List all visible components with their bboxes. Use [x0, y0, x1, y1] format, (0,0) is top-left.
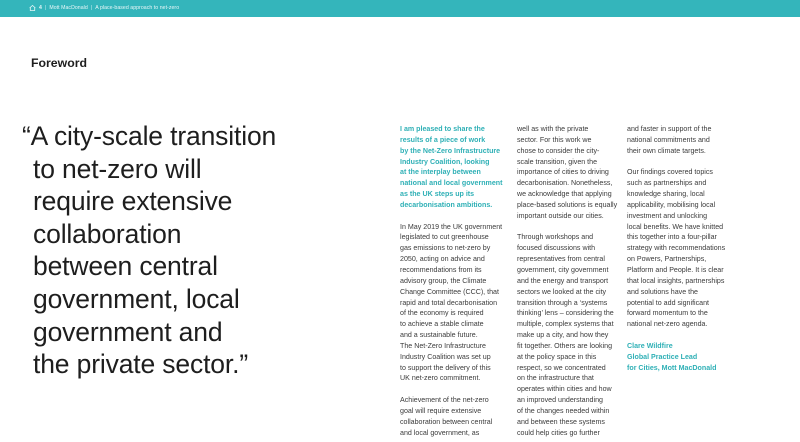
text-line: I am pleased to share the	[400, 125, 485, 133]
text-line: their own climate targets.	[627, 146, 706, 155]
text-line: make up a city, and how they	[517, 331, 609, 340]
brand-name: Mott MacDonald	[49, 5, 88, 11]
text-line: and between these systems	[517, 417, 605, 426]
body-paragraph	[627, 167, 747, 330]
text-line: Achievement of the net-zero	[400, 396, 489, 405]
text-line: of the economy is required	[400, 309, 484, 318]
text-line: as the UK steps up its	[400, 190, 475, 199]
intro-paragraph	[400, 124, 512, 211]
header-bar	[0, 0, 800, 17]
text-line: that local insights, partnerships	[627, 276, 725, 285]
text-line: importance of cities to driving	[517, 168, 609, 177]
text-line: In May 2019 the UK government	[400, 222, 503, 231]
text-line: an improved understanding	[517, 396, 603, 405]
text-line: to support the delivery of this	[400, 363, 491, 372]
text-line: legislated to cut greenhouse	[400, 233, 489, 242]
pull-quote-line: to net-zero will	[33, 153, 202, 184]
signature-org: for Cities, Mott MacDonald	[627, 363, 717, 372]
body-paragraph	[517, 124, 629, 222]
text-line: national commitments and	[627, 135, 710, 144]
text-line: 2050, acting on advice and	[400, 255, 485, 264]
text-line: collaboration between central	[400, 417, 493, 426]
text-line: local benefits. We have knitted	[627, 222, 724, 231]
pull-quote-line: collaboration	[33, 218, 182, 249]
text-line: at the policy space in this	[517, 352, 597, 361]
text-line: decarbonisation. Nonetheless,	[517, 179, 613, 188]
text-line: thinking’ lens – considering the	[517, 309, 614, 318]
text-column-2	[517, 124, 629, 438]
pull-quote	[22, 120, 302, 381]
text-line: Industry Coalition was set up	[400, 352, 491, 361]
text-line: on the infrastructure that	[517, 374, 594, 383]
text-line: sectors we looked at the city	[517, 287, 607, 296]
text-line: and the energy and transport	[517, 276, 609, 285]
text-line: applicability, mobilising local	[627, 200, 716, 209]
text-line: scale transition, given the	[517, 157, 598, 166]
text-line: national and local government	[400, 179, 503, 188]
pull-quote-line: “A city-scale transition	[22, 121, 277, 151]
text-line: to achieve a stable climate	[400, 320, 484, 329]
breadcrumb-separator: |	[90, 5, 93, 11]
text-line: government, city government	[517, 265, 609, 274]
text-line: chose to consider the city-	[517, 146, 600, 155]
pull-quote-line: between central	[33, 251, 218, 282]
page-number: 4	[39, 5, 42, 11]
text-line: such as partnerships and	[627, 179, 707, 188]
text-line: investment and unlocking	[627, 211, 708, 220]
text-line: multiple, complex systems that	[517, 320, 614, 329]
pull-quote-line: government, local	[33, 283, 240, 314]
text-line: fit together. Others are looking	[517, 341, 613, 350]
text-line: this together into a four-pillar	[627, 233, 717, 242]
body-paragraph	[400, 395, 512, 438]
signature-name: Clare Wildfire	[627, 341, 673, 350]
text-line: UK net-zero commitment.	[400, 374, 481, 383]
text-line: on Powers, Partnerships,	[627, 255, 707, 264]
body-paragraph	[517, 232, 629, 438]
text-line: sector. For this work we	[517, 135, 592, 144]
text-line: potential to add significant	[627, 298, 710, 307]
pull-quote-line: government and	[33, 316, 223, 347]
text-line: important outside our cities.	[517, 211, 604, 220]
text-line: goal will require extensive	[400, 406, 482, 415]
section-title: Foreword	[31, 56, 88, 70]
text-line: could help cities go further	[517, 428, 600, 437]
text-line: Our findings covered topics	[627, 168, 713, 177]
pull-quote-line: the private sector.”	[33, 349, 248, 380]
text-line: recommendations from its	[400, 265, 482, 274]
text-line: and solutions have the	[627, 287, 698, 296]
text-line: knowledge sharing, local	[627, 190, 705, 199]
pull-quote-line: require extensive	[33, 186, 233, 217]
breadcrumb-separator: |	[44, 5, 47, 11]
home-icon[interactable]	[29, 5, 36, 11]
document-title: A place-based approach to net-zero	[95, 5, 180, 11]
text-line: operates within cities and how	[517, 385, 612, 394]
text-line: Through workshops and	[517, 233, 594, 242]
text-line: decarbonisation ambitions.	[400, 200, 493, 209]
text-line: by the Net-Zero Infrastructure	[400, 146, 501, 155]
text-line: respect, so we concentrated	[517, 363, 606, 372]
text-line: and local government, as	[400, 428, 480, 437]
breadcrumb	[29, 5, 179, 11]
text-line: of the changes needed within	[517, 406, 610, 415]
text-line: results of a piece of work	[400, 135, 486, 144]
text-line: gas emissions to net-zero by	[400, 244, 491, 253]
text-line: strategy with recommendations	[627, 244, 726, 253]
text-column-1	[400, 124, 512, 438]
text-line: at the interplay between	[400, 168, 481, 177]
text-line: rapid and total decarbonisation	[400, 298, 498, 307]
body-paragraph	[400, 222, 512, 385]
text-line: transition through a ‘systems	[517, 298, 608, 307]
text-line: and faster in support of the	[627, 125, 712, 133]
body-paragraph	[627, 124, 747, 157]
text-line: Platform and People. It is clear	[627, 265, 724, 274]
text-line: The Net-Zero Infrastructure	[400, 341, 486, 350]
text-line: well as with the private	[517, 125, 589, 133]
text-line: Industry Coalition, looking	[400, 157, 490, 166]
text-line: we acknowledge that applying	[517, 190, 612, 199]
signature-block	[627, 341, 747, 374]
signature-role: Global Practice Lead	[627, 352, 698, 361]
text-line: representatives from central	[517, 255, 605, 264]
text-line: focused discussions with	[517, 244, 596, 253]
text-line: advisory group, the Climate	[400, 276, 487, 285]
text-line: forward momentum to the	[627, 309, 708, 318]
text-line: Change Committee (CCC), that	[400, 287, 499, 296]
text-line: place-based solutions is equally	[517, 200, 618, 209]
text-column-3	[627, 124, 747, 373]
text-line: national net-zero agenda.	[627, 320, 708, 329]
text-line: and a sustainable future.	[400, 331, 478, 340]
